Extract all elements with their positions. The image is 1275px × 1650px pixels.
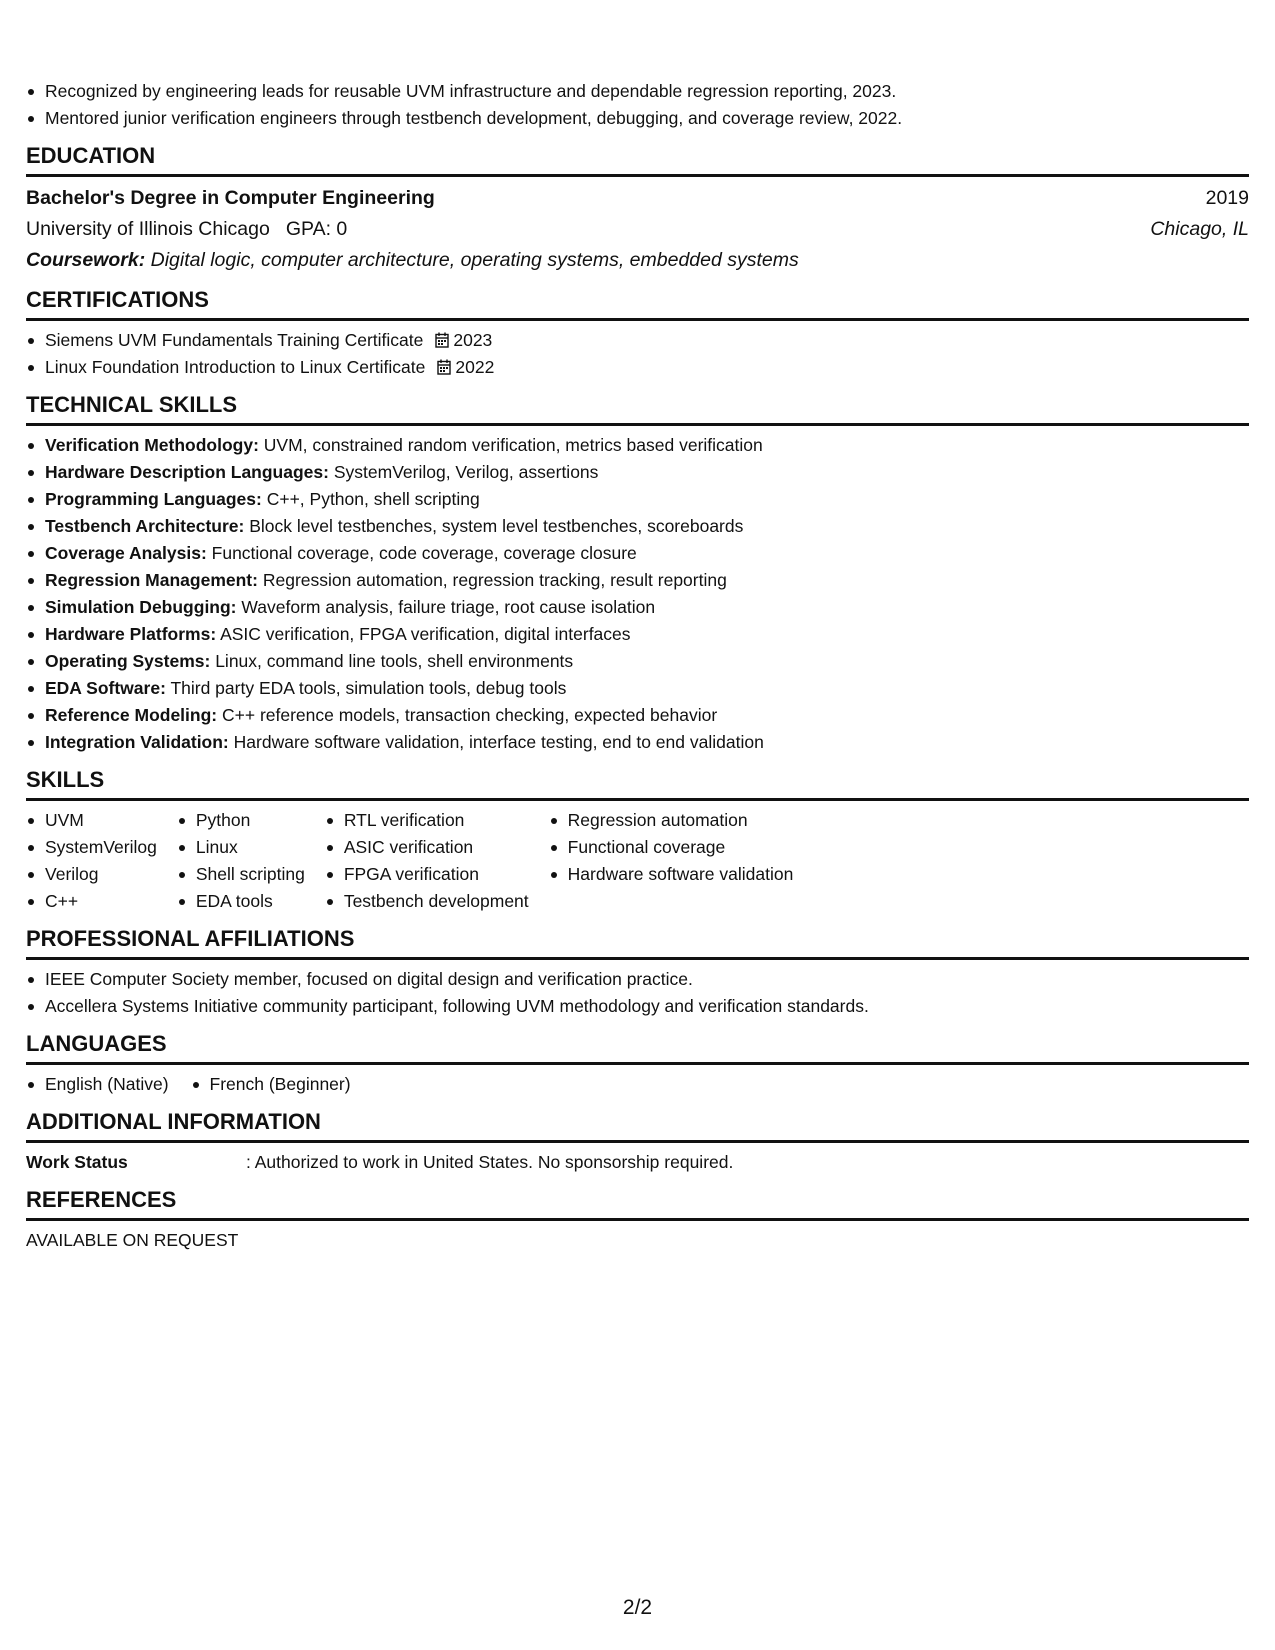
references-text: AVAILABLE ON REQUEST (26, 1230, 239, 1250)
work-status-row (26, 1149, 1249, 1176)
affiliations-list (26, 966, 1249, 1020)
skill-item: FPGA verification (325, 861, 529, 888)
school-name: University of Illinois Chicago (26, 218, 270, 240)
skills-column (177, 807, 305, 915)
technical-skill-item (26, 675, 1249, 702)
certification-name: Siemens UVM Fundamentals Training Certificate (45, 330, 424, 350)
education-header-row (26, 183, 1249, 214)
gpa: GPA: 0 (285, 218, 348, 240)
certification-year: 2023 (453, 330, 493, 350)
skill-category: Operating Systems: (45, 651, 211, 671)
skill-category: Hardware Platforms: (45, 624, 217, 644)
skill-item: Shell scripting (177, 861, 305, 888)
skill-item: Hardware software validation (549, 861, 794, 888)
skill-category: Integration Validation: (45, 732, 229, 752)
work-status-value: : Authorized to work in United States. No sponsorship required. (246, 1152, 734, 1172)
skill-category: Verification Methodology: (45, 435, 259, 455)
skill-details: C++, Python, shell scripting (266, 489, 480, 509)
skill-details: Waveform analysis, failure triage, root cause isolation (241, 597, 656, 617)
skill-item: RTL verification (325, 807, 529, 834)
certifications-list (26, 327, 1249, 381)
skill-details: Hardware software validation, interface testing, end to end validation (233, 732, 764, 752)
technical-skill-item (26, 486, 1249, 513)
skill-category: Regression Management: (45, 570, 258, 590)
section-title: TECHNICAL SKILLS (26, 391, 1249, 426)
skill-details: Block level testbenches, system level testbenches, scoreboards (249, 516, 744, 536)
section-title: CERTIFICATIONS (26, 286, 1249, 321)
additional-information-section (26, 1108, 1249, 1176)
skill-item: SystemVerilog (26, 834, 157, 861)
skill-item: Linux (177, 834, 305, 861)
graduation-year: 2019 (1205, 187, 1249, 209)
coursework-text: Digital logic, computer architecture, operating systems, embedded systems (150, 249, 799, 271)
technical-skills-list (26, 432, 1249, 756)
certification-year: 2022 (455, 357, 495, 377)
education-section (26, 142, 1249, 276)
page-number: 2/2 (622, 1596, 653, 1619)
skills-section (26, 766, 1249, 915)
technical-skills-section (26, 391, 1249, 756)
section-title: SKILLS (26, 766, 1249, 801)
skill-details: ASIC verification, FPGA verification, digital interfaces (220, 624, 631, 644)
school-location: Chicago, IL (1150, 218, 1249, 240)
skill-details: Functional coverage, code coverage, coverage closure (211, 543, 637, 563)
certifications-section (26, 286, 1249, 381)
resume-page (26, 78, 1249, 1254)
skill-details: UVM, constrained random verification, metrics based verification (263, 435, 763, 455)
technical-skill-item (26, 702, 1249, 729)
coursework-label: Coursework: (26, 249, 146, 271)
skill-item: Regression automation (549, 807, 794, 834)
skill-details: C++ reference models, transaction checking, expected behavior (222, 705, 718, 725)
skill-item: Testbench development (325, 888, 529, 915)
affiliations-section (26, 925, 1249, 1020)
section-title: LANGUAGES (26, 1030, 1249, 1065)
coursework (26, 245, 1249, 276)
skill-category: Testbench Architecture: (45, 516, 245, 536)
skills-column (549, 807, 794, 915)
skill-details: Regression automation, regression tracking, result reporting (262, 570, 727, 590)
skill-details: Linux, command line tools, shell environments (215, 651, 574, 671)
language-item: English (Native) (26, 1071, 169, 1098)
skill-item: ASIC verification (325, 834, 529, 861)
skill-details: SystemVerilog, Verilog, assertions (333, 462, 599, 482)
calendar-icon (437, 356, 451, 372)
skill-item: Functional coverage (549, 834, 794, 861)
references-section (26, 1186, 1249, 1254)
skill-category: Coverage Analysis: (45, 543, 207, 563)
affiliation-item: IEEE Computer Society member, focused on digital design and verification practice. (26, 966, 1249, 993)
list-item: Recognized by engineering leads for reusable UVM infrastructure and dependable regression reporting, 2023. (26, 78, 1249, 105)
skill-item: EDA tools (177, 888, 305, 915)
certification-name: Linux Foundation Introduction to Linux Certificate (45, 357, 426, 377)
section-title: ADDITIONAL INFORMATION (26, 1108, 1249, 1143)
technical-skill-item (26, 432, 1249, 459)
degree-name: Bachelor's Degree in Computer Engineering (26, 187, 435, 209)
section-title: PROFESSIONAL AFFILIATIONS (26, 925, 1249, 960)
certification-item (26, 354, 1249, 381)
skill-category: Reference Modeling: (45, 705, 218, 725)
calendar-icon (435, 329, 449, 345)
skills-column (325, 807, 529, 915)
technical-skill-item (26, 459, 1249, 486)
work-status-label: Work Status (26, 1152, 128, 1172)
skill-category: Hardware Description Languages: (45, 462, 329, 482)
technical-skill-item (26, 513, 1249, 540)
section-title: REFERENCES (26, 1186, 1249, 1221)
skill-item: Python (177, 807, 305, 834)
technical-skill-item (26, 621, 1249, 648)
skill-category: EDA Software: (45, 678, 166, 698)
technical-skill-item (26, 540, 1249, 567)
skill-item: C++ (26, 888, 157, 915)
skill-item: Verilog (26, 861, 157, 888)
skills-column (26, 807, 157, 915)
technical-skill-item (26, 594, 1249, 621)
education-school-row (26, 214, 1249, 245)
affiliation-item: Accellera Systems Initiative community participant, following UVM methodology and verification standards. (26, 993, 1249, 1020)
skill-details: Third party EDA tools, simulation tools, debug tools (170, 678, 567, 698)
section-title: EDUCATION (26, 142, 1249, 177)
technical-skill-item (26, 729, 1249, 756)
languages-list (26, 1071, 1249, 1098)
achievements-list (26, 78, 1249, 132)
skills-columns (26, 807, 1249, 915)
certification-item (26, 327, 1249, 354)
technical-skill-item (26, 567, 1249, 594)
list-item: Mentored junior verification engineers through testbench development, debugging, and coverage review, 2022. (26, 105, 1249, 132)
skill-category: Simulation Debugging: (45, 597, 237, 617)
language-item: French (Beginner) (191, 1071, 351, 1098)
languages-section (26, 1030, 1249, 1098)
technical-skill-item (26, 648, 1249, 675)
skill-category: Programming Languages: (45, 489, 262, 509)
skill-item: UVM (26, 807, 157, 834)
